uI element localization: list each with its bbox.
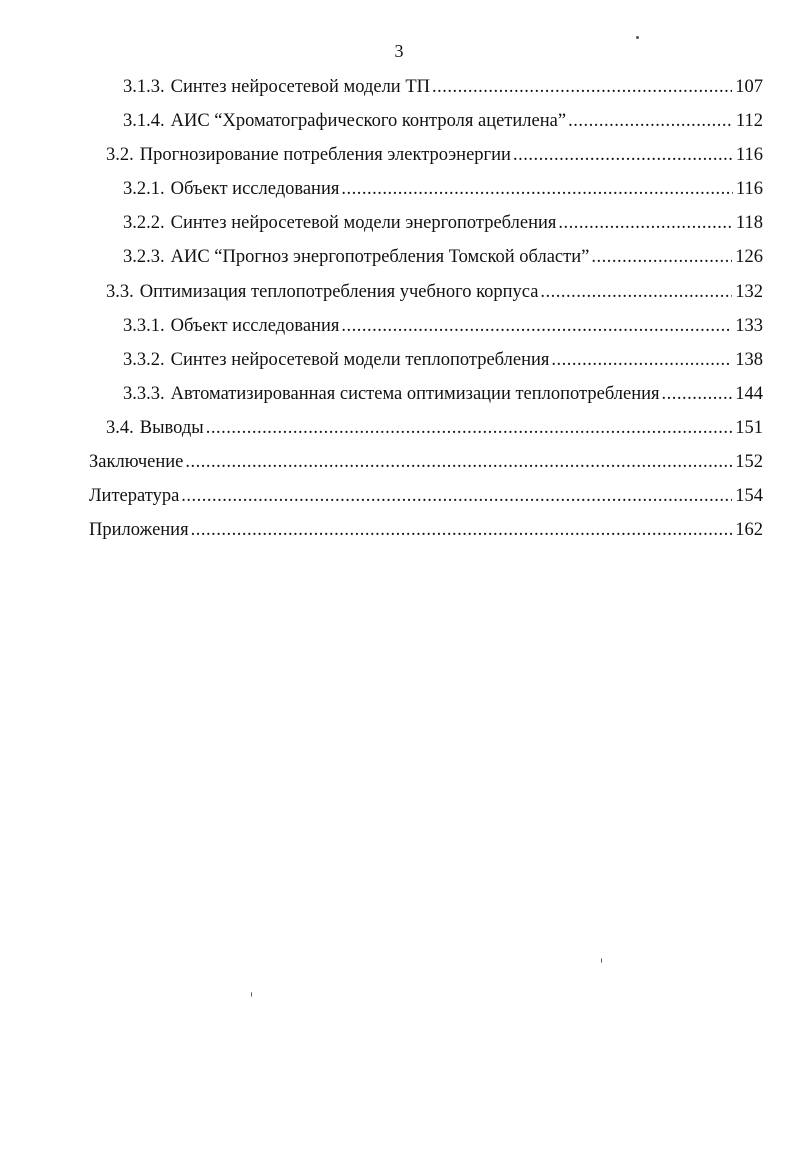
toc-entry-title: Автоматизированная система оптимизации теплопотребления [170, 384, 660, 404]
toc-entry-title: АИС “Прогноз энергопотребления Томской области” [170, 247, 590, 267]
toc-entry-page: 107 [735, 77, 763, 97]
toc-entry-title: АИС “Хроматографического контроля ацетилена” [170, 111, 567, 131]
toc-entry-title: Объект исследования [170, 316, 340, 336]
toc-entry-number: 3.3. [106, 282, 134, 302]
toc-entry-number: 3.4. [106, 418, 134, 438]
toc-entry-literature[interactable] [89, 484, 763, 508]
scan-speck [601, 958, 602, 963]
toc-entry-page: 133 [735, 316, 763, 336]
dot-leader [591, 245, 732, 269]
dot-leader [191, 518, 733, 542]
dot-leader [181, 484, 732, 508]
toc-entry-page: 116 [735, 145, 763, 165]
dot-leader [206, 416, 733, 440]
toc-entry-3-4[interactable] [106, 416, 763, 440]
toc-entry-page: 126 [735, 247, 763, 267]
dot-leader [540, 280, 732, 304]
dot-leader [551, 348, 732, 372]
toc-entry-page: 152 [735, 452, 763, 472]
toc-entry-page: 118 [735, 213, 763, 233]
toc-entry-page: 112 [735, 111, 763, 131]
dot-leader [341, 177, 733, 201]
page-number: 3 [394, 41, 404, 61]
toc-entry-3-3-1[interactable] [123, 314, 763, 338]
toc-entry-title: Синтез нейросетевой модели ТП [170, 77, 430, 97]
toc-entry-number: 3.3.1. [123, 316, 165, 336]
dot-leader [568, 109, 733, 133]
toc-entry-3-1-4[interactable] [123, 109, 763, 133]
toc-entry-appendices[interactable] [89, 518, 763, 542]
scan-speck [251, 992, 252, 997]
dot-leader [432, 75, 732, 99]
toc-entry-3-3-3[interactable] [123, 382, 763, 406]
toc-entry-title: Прогнозирование потребления электроэнергии [139, 145, 511, 165]
toc-entry-page: 162 [735, 520, 763, 540]
toc-entry-title: Литература [89, 486, 180, 506]
dot-leader [662, 382, 733, 406]
toc-entry-title: Объект исследования [170, 179, 340, 199]
toc-entry-number: 3.2.3. [123, 247, 165, 267]
toc-entry-title: Синтез нейросетевой модели энергопотребления [170, 213, 557, 233]
dot-leader [558, 211, 733, 235]
toc-entry-3-2[interactable] [106, 143, 763, 167]
toc-entry-number: 3.2.1. [123, 179, 165, 199]
toc-entry-number: 3.3.2. [123, 350, 165, 370]
toc-entry-page: 144 [735, 384, 763, 404]
toc-entry-number: 3.2. [106, 145, 134, 165]
toc-entry-title: Приложения [89, 520, 189, 540]
toc-entry-page: 116 [735, 179, 763, 199]
toc-entry-title: Заключение [89, 452, 184, 472]
toc-entry-3-2-2[interactable] [123, 211, 763, 235]
toc-entry-conclusion[interactable] [89, 450, 763, 474]
toc-entry-number: 3.2.2. [123, 213, 165, 233]
toc-entry-page: 151 [735, 418, 763, 438]
scan-speck [636, 36, 639, 39]
toc-entry-3-2-3[interactable] [123, 245, 763, 269]
toc-entry-number: 3.1.3. [123, 77, 165, 97]
toc-entry-3-2-1[interactable] [123, 177, 763, 201]
toc-entry-title: Оптимизация теплопотребления учебного корпуса [139, 282, 539, 302]
toc-entry-page: 132 [735, 282, 763, 302]
toc-entry-number: 3.3.3. [123, 384, 165, 404]
toc-entry-number: 3.1.4. [123, 111, 165, 131]
toc-entry-page: 138 [735, 350, 763, 370]
toc-entry-title: Выводы [139, 418, 204, 438]
toc-entry-3-3-2[interactable] [123, 348, 763, 372]
dot-leader [513, 143, 733, 167]
toc-entry-3-1-3[interactable] [123, 75, 763, 99]
toc-entry-page: 154 [735, 486, 763, 506]
toc-entry-title: Синтез нейросетевой модели теплопотребления [170, 350, 550, 370]
dot-leader [341, 314, 732, 338]
dot-leader [185, 450, 732, 474]
toc-entry-3-3[interactable] [106, 280, 763, 304]
